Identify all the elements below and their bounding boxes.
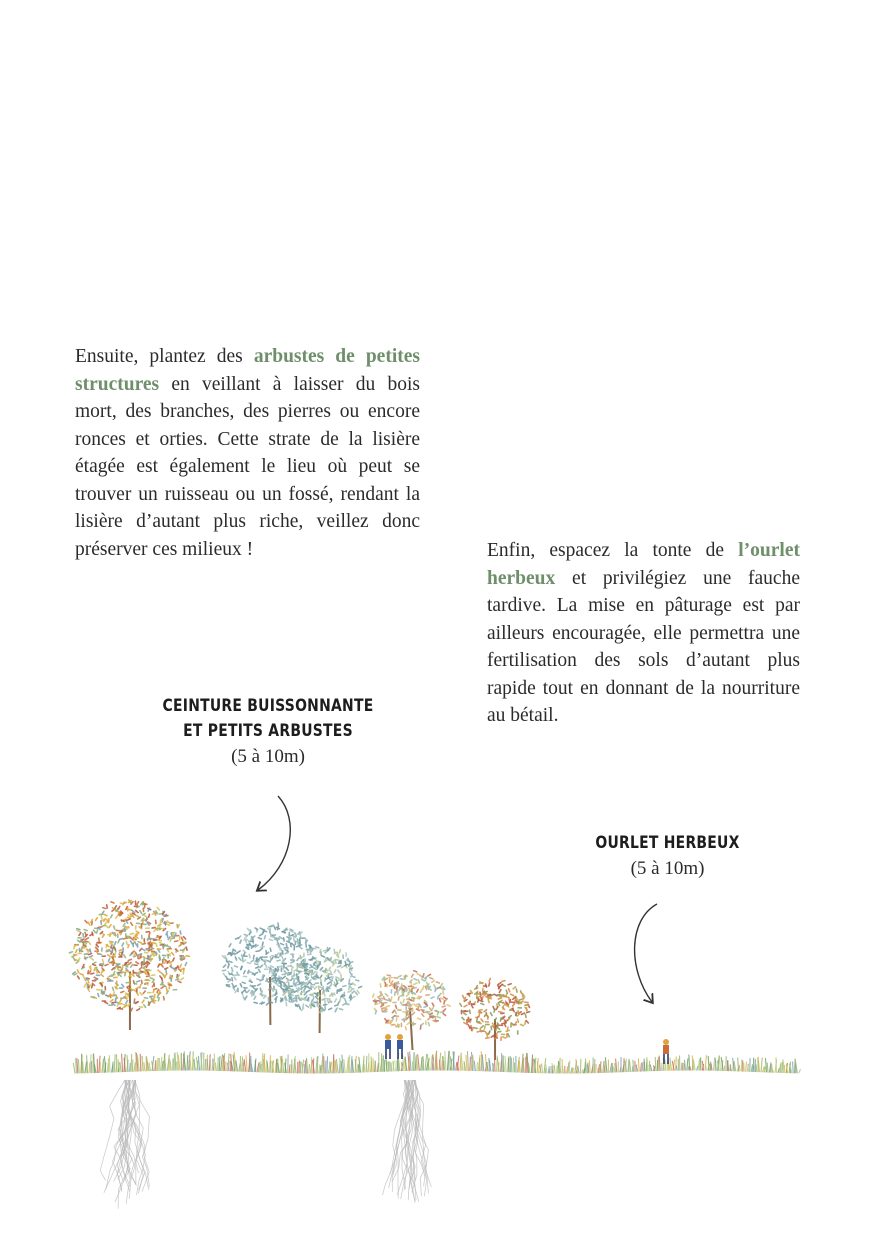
label-size: (5 à 10m): [630, 858, 705, 879]
person-figure-3: [663, 1039, 669, 1064]
roots-1: [100, 1080, 149, 1209]
lisiere-illustration: [0, 780, 875, 1241]
tree-crown-4: [373, 971, 450, 1050]
person-figure-1: [385, 1034, 391, 1059]
paragraph-text: et privilégiez une fauche tardive. La mise en pâturage est par ailleurs encouragée, elle permettra une fertilisation des sols d’autant plus rapide tout en donnant de la nourriture au bétail.: [487, 567, 800, 726]
roots-2: [383, 1080, 432, 1203]
paragraph-text: Ensuite, plantez des: [75, 346, 254, 367]
label-ceinture-buissonnante: [118, 694, 418, 770]
trees-group: [69, 900, 529, 1060]
highlight-ourlet: l’ourlet herbeux: [487, 540, 800, 589]
label-title-line1: CEINTURE BUISSONNANTE: [162, 696, 374, 716]
paragraph-ourlet: [487, 537, 800, 730]
tree-crown-5: [460, 978, 530, 1060]
paragraph-text: en veillant à laisser du bois mort, des branches, des pierres ou encore ronces et orties. Cette strate de la lisière étagée est également le lieu où peut se trouver un ruisseau ou un fossé, rendant la lisière d’autant plus riche, veillez donc préserver ces milieux !: [75, 373, 420, 560]
tree-crown-3: [278, 947, 361, 1033]
person-figure-2: [397, 1034, 403, 1059]
tree-crown-1: [69, 900, 189, 1030]
arrow-right: [635, 904, 657, 1002]
label-title: OURLET HERBEUX: [595, 833, 740, 853]
arrow-left: [258, 796, 290, 890]
roots-group: [100, 1080, 431, 1209]
label-title-line2: ET PETITS ARBUSTES: [183, 721, 353, 741]
grass-strip: [73, 1051, 800, 1074]
paragraph-text: Enfin, espacez la tonte de: [487, 540, 739, 561]
highlight-arbustes: arbustes de petites structures: [75, 346, 420, 395]
paragraph-arbustes: [75, 343, 420, 563]
label-size: (5 à 10m): [231, 746, 305, 767]
